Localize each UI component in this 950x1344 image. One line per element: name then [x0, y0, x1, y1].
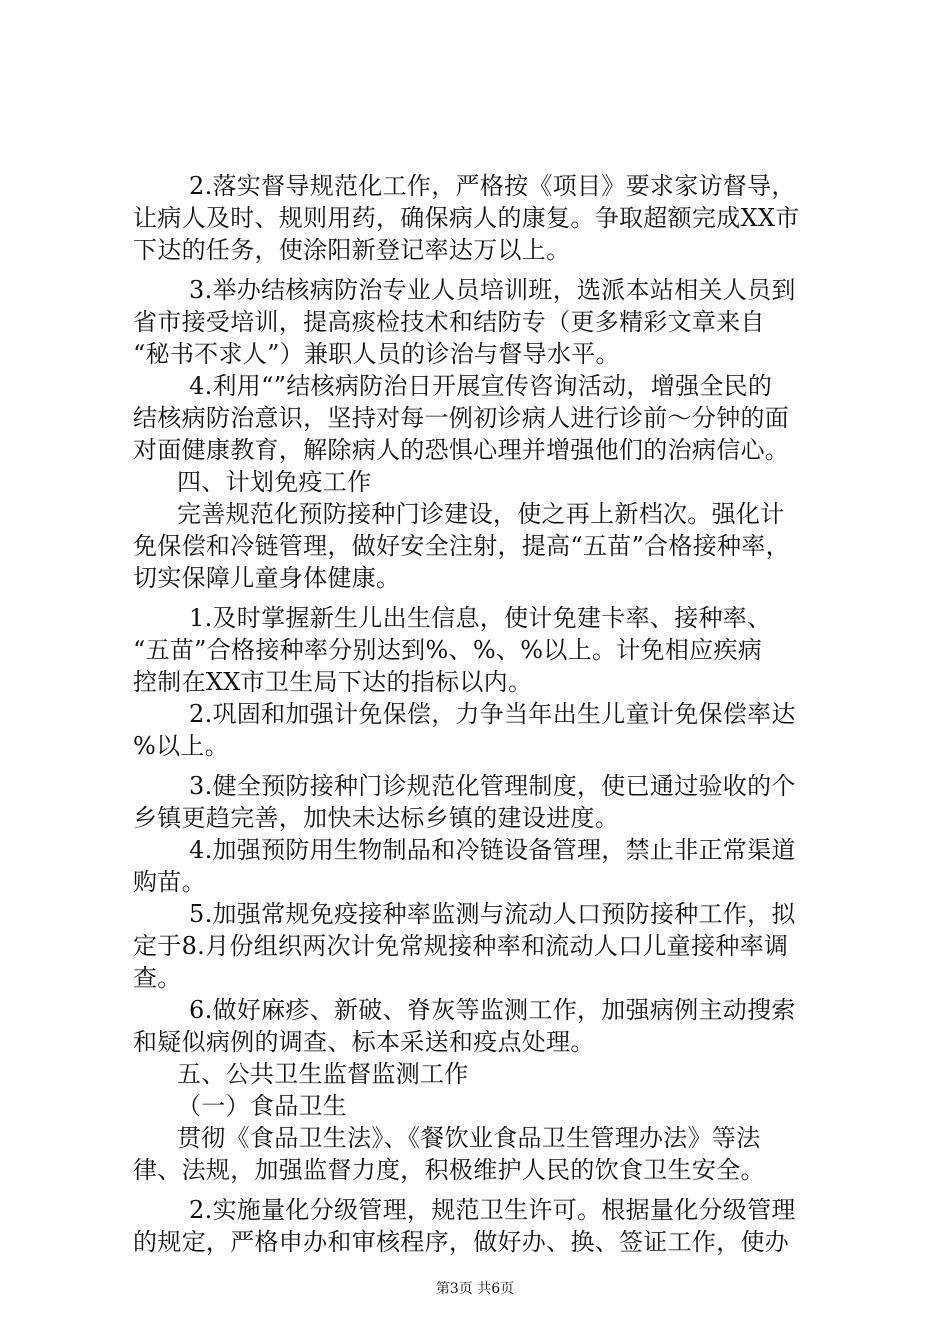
section-heading: 四、计划免疫工作 — [177, 468, 372, 496]
paragraph-line: 2.落实督导规范化工作，严格按《项目》要求家访督导， — [189, 172, 796, 200]
paragraph-line: 完善规范化预防接种门诊建设，使之再上新档次。强化计 — [177, 500, 785, 528]
paragraph-line: 1.及时掌握新生儿出生信息，使计免建卡率、接种率、 — [189, 604, 772, 632]
page-number-footer: 第3页 共6页 — [435, 1281, 515, 1297]
paragraph-line: 3.举办结核病防治专业人员培训班，选派本站相关人员到 — [189, 276, 796, 304]
paragraph-line: 控制在XX市卫生局下达的指标以内。 — [133, 668, 533, 696]
paragraph-line: 切实保障儿童身体健康。 — [133, 564, 401, 592]
paragraph-line: 查。 — [133, 964, 182, 992]
paragraph-line: 2.巩固和加强计免保偿，力争当年出生儿童计免保偿率达 — [189, 700, 796, 728]
paragraph-line: 6.做好麻疹、新破、脊灰等监测工作，加强病例主动搜索 — [189, 996, 796, 1024]
paragraph-line: 4.加强预防用生物制品和冷链设备管理，禁止非正常渠道 — [189, 836, 796, 864]
section-heading: 五、公共卫生监督监测工作 — [177, 1060, 469, 1088]
paragraph-line: 定于8.月份组织两次计免常规接种率和流动人口儿童接种率调 — [133, 932, 789, 960]
paragraph-line: 的规定，严格申办和审核程序，做好办、换、签证工作，使办 — [133, 1228, 790, 1256]
paragraph-line: 4.利用“”结核病防治日开展宣传咨询活动，增强全民的 — [189, 372, 773, 400]
paragraph-line: 省市接受培训，提高痰检技术和结防专（更多精彩文章来自 — [133, 308, 765, 336]
paragraph-line: 律、法规，加强监督力度，积极维护人民的饮食卫生安全。 — [133, 1156, 765, 1184]
paragraph-line: 5.加强常规免疫接种率监测与流动人口预防接种工作，拟 — [189, 900, 796, 928]
paragraph-line: 2.实施量化分级管理，规范卫生许可。根据量化分级管理 — [189, 1196, 796, 1224]
paragraph-line: 让病人及时、规则用药，确保病人的康复。争取超额完成XX市 — [133, 204, 800, 232]
paragraph-line: 3.健全预防接种门诊规范化管理制度，使已通过验收的个 — [189, 772, 796, 800]
paragraph-line: 购苗。 — [133, 868, 206, 896]
paragraph-line: 对面健康教育，解除病人的恐惧心理并增强他们的治病信心。 — [133, 436, 790, 464]
paragraph-line: 贯彻《食品卫生法》、《餐饮业食品卫生管理办法》等法 — [177, 1124, 761, 1152]
paragraph-line: 结核病防治意识，坚持对每一例初诊病人进行诊前～分钟的面 — [133, 404, 790, 432]
paragraph-line: 下达的任务，使涂阳新登记率达万以上。 — [133, 236, 571, 264]
paragraph-line: 免保偿和冷链管理，做好安全注射，提高“五苗”合格接种率， — [133, 532, 790, 560]
paragraph-line: 乡镇更趋完善，加快未达标乡镇的建设进度。 — [133, 804, 619, 832]
paragraph-line: “秘书不求人”）兼职人员的诊治与督导水平。 — [133, 340, 620, 368]
paragraph-line: 和疑似病例的调查、标本采送和疫点处理。 — [133, 1028, 595, 1056]
subsection-heading: （一）食品卫生 — [177, 1092, 348, 1120]
paragraph-line: “五苗”合格接种率分别达到%、%、%以上。计免相应疾病 — [133, 636, 763, 664]
paragraph-line: %以上。 — [133, 732, 230, 760]
